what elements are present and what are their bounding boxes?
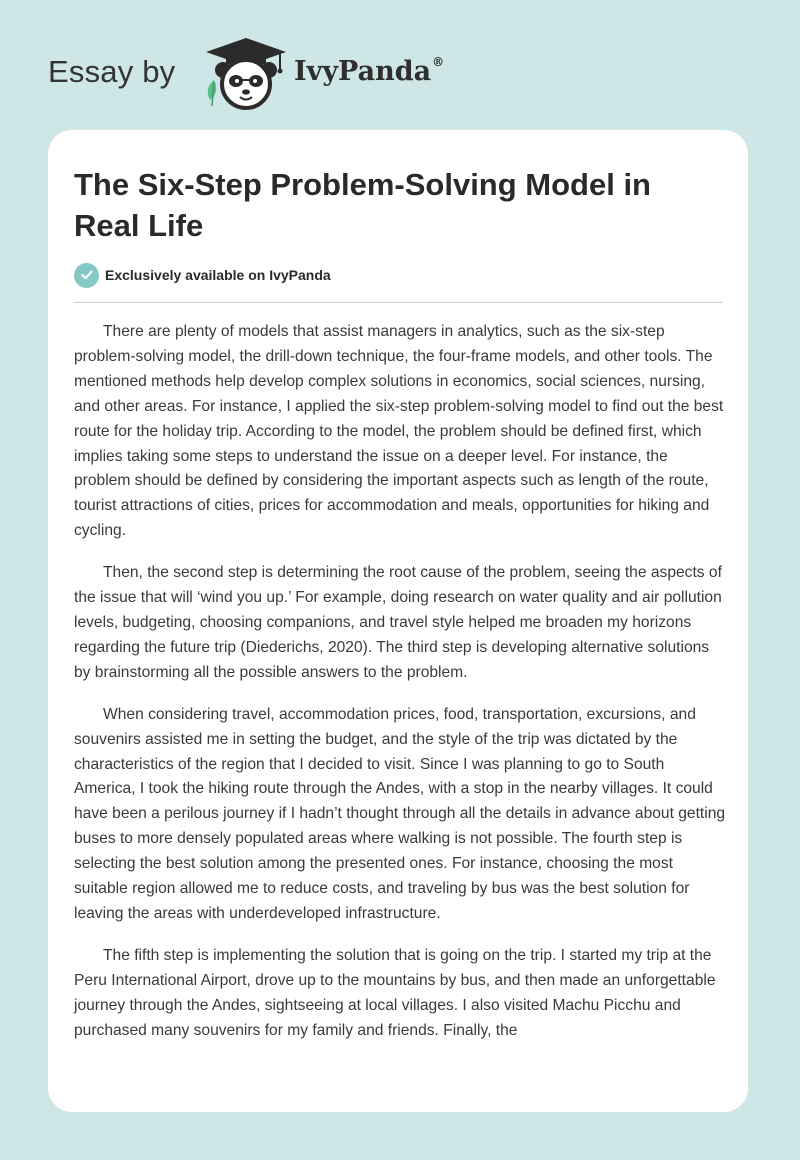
paragraph: Then, the second step is determining the root cause of the problem, seeing the aspects of the issue that will ‘wind you up.’ For example, doing research on water quality and air pollution levels, budgeting, choosing companions, and travel style helped me broaden my horizons regarding the future trip (Diederichs, 2020). The third step is developing alternative solutions by brainstorming all the possible answers to the problem. bbox=[74, 564, 722, 681]
registered-mark: ® bbox=[432, 55, 445, 69]
panda-logo-icon[interactable] bbox=[200, 36, 292, 112]
brand-name[interactable]: IvyPanda® bbox=[294, 55, 445, 87]
essay-body bbox=[74, 320, 726, 1060]
essay-card bbox=[48, 130, 748, 1112]
page-title: The Six-Step Problem-Solving Model in Real Life bbox=[74, 167, 651, 243]
essay-by-label: Essay by bbox=[48, 54, 176, 89]
paragraph: There are plenty of models that assist managers in analytics, such as the six-step problem-solving model, the drill-down technique, the four-frame models, and other tools. The mentioned methods help develop complex solutions in economics, social sciences, nursing, and other areas. For instance, I applied the six-step problem-solving model to find out the best route for the holiday trip. According to the model, the problem should be defined first, which implies taking some steps to understand the issue on a deeper level. For instance, the problem should be defined by considering the important aspects such as length of the route, tourist attractions of cities, prices for accommodation and meals, opportunities for hiking and cycling. bbox=[74, 323, 724, 540]
site-header bbox=[48, 34, 508, 114]
exclusive-badge bbox=[74, 262, 331, 288]
badge-label: Exclusively available on IvyPanda bbox=[105, 267, 331, 283]
paragraph: When considering travel, accommodation prices, food, transportation, excursions, and souvenirs assisted me in setting the budget, and the style of the trip was dictated by the characteristics of the region that I decided to visit. Since I was planning to go to South America, I took the hiking route through the Andes, with a stop in the nearby villages. It could have been a perilous journey if I hadn’t thought through all the details in advance about getting buses to more densely populated areas where walking is not possible. The fourth step is selecting the best solution among the presented ones. For instance, choosing the most suitable region allowed me to reduce costs, and traveling by bus was the best solution for leaving the areas with underdeveloped infrastructure. bbox=[74, 705, 726, 922]
paragraph: The fifth step is implementing the solution that is going on the trip. I started my trip at the Peru International Airport, drove up to the mountains by bus, and then made an unforgettable journey through the Andes, sightseeing at local villages. I also visited Machu Picchu and purchased many souvenirs for my family and friends. Finally, the bbox=[74, 946, 716, 1039]
check-icon bbox=[74, 263, 99, 288]
divider bbox=[74, 302, 723, 303]
